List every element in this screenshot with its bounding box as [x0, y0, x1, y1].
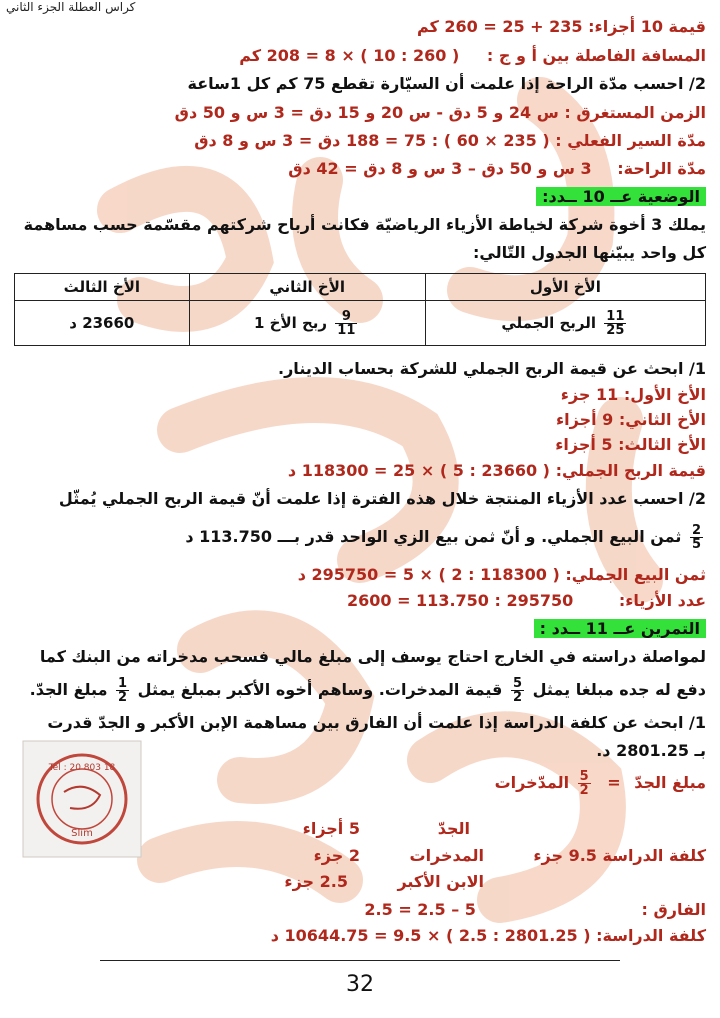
profit-table-row: [15, 301, 706, 346]
profit-table: [14, 273, 706, 346]
question-study-cost-2: بـ 2801.25 د.: [596, 741, 706, 760]
time-taken-label: الزمن المستغرق :: [564, 103, 706, 122]
answer-label: عدد الأزياء:: [618, 591, 706, 610]
line-ten-parts: قيمة 10 أجزاء: 235 + 25 = 260 كم: [416, 17, 706, 36]
rest-duration-label: مدّة الراحة:: [617, 159, 706, 178]
answer-label: الأخ الثالث:: [618, 435, 706, 454]
answer-brother-1: [14, 384, 706, 406]
header-brother-2: الأخ الثاني: [189, 274, 425, 301]
answer-value: ( 23660 : 5 ) × 25 = 118300 د: [287, 461, 550, 480]
header-brother-1: الأخ الأول: [425, 274, 705, 301]
cell-text: ربح الأخ 1: [253, 313, 328, 332]
part-elder-son-value: 2.5 جزء: [284, 872, 348, 891]
answer-selling-price: [14, 564, 706, 586]
svg-text:Slim: Slim: [71, 828, 93, 839]
question-total-profit: 1/ ابحث عن قيمة الربح الجملي للشركة بحساب الدينار.: [278, 359, 706, 378]
section-10-title: الوضعية عــ 10 ــدد:: [536, 187, 706, 206]
svg-text:Tel : 20 803 18: Tel : 20 803 18: [48, 763, 116, 773]
answer-value: 295750 : 113.750 = 2600: [346, 591, 574, 610]
answer-value: ( 118300 : 2 ) × 5 = 295750 د: [297, 565, 560, 584]
cell-text: الربح الجملي: [501, 313, 597, 332]
line-distance: [14, 45, 706, 67]
question-rest-duration: 2/ احسب مدّة الراحة إذا علمت أن السيّارة تقطع 75 كم كل 1ساعة: [187, 74, 706, 93]
question-text: ثمن البيع الجملي. و أنّ ثمن بيع الزي الواحد قدر بـــ 113.750 د: [185, 527, 682, 546]
part-grandfather-value: 5 أجزاء: [302, 819, 360, 838]
answer-label: الأخ الثاني:: [618, 410, 706, 429]
cell-brother-2: [189, 301, 425, 346]
fraction: $\frac{1}{2}$: [118, 676, 128, 705]
line-rest-duration: [14, 158, 706, 180]
part-grandfather: الجدّ: [437, 819, 470, 838]
fraction: $\frac{9}{11}$: [337, 308, 356, 338]
question-outfits-count: 2/ احسب عدد الأزياء المنتجة خلال هذه الفترة إذا علمت أنّ قيمة الربح الجملي يُمثّل: [58, 489, 706, 508]
part-savings-value: 2 جزء: [313, 846, 360, 865]
cell-brother-3: 23660 د: [15, 301, 190, 346]
section-11-text-2: دفع له جده مبلغا يمثل $\frac{5}{2}$ قيمة المدخرات. وساهم أخوه الأكبر بمبلغ يمثل $\frac{1}{2}$ مبلغ الجدّ.: [29, 676, 706, 705]
question-study-cost: 1/ ابحث عن كلفة الدراسة إذا علمت أن الفارق بين مساهمة الإبن الأكبر و الجدّ قدرت: [47, 713, 706, 732]
answer-total-profit: [14, 460, 706, 482]
travel-time-value: ( 235 × 60 ) : 75 = 188 دق = 3 س و 8 دق: [194, 131, 550, 150]
section-11-title: التمرين عــ 11 ــدد :: [534, 619, 706, 638]
answer-value: 5 أجزاء: [555, 435, 613, 454]
distance-value: ( 260 : 10 ) × 8 = 208 كم: [239, 46, 460, 65]
formula-grandfather: مبلغ الجدّ = $\frac{5}{2}$ المدّخرات: [494, 769, 706, 798]
line-time-taken: [14, 102, 706, 124]
cell-brother-1: [425, 301, 705, 346]
page-header: كراس العطلة الجزء الثاني: [6, 0, 136, 14]
answer-label: الأخ الأول:: [623, 385, 706, 404]
profit-table-header-row: [15, 274, 706, 301]
section-10-heading: [14, 186, 706, 208]
answer-brother-3: [14, 434, 706, 456]
answer-value: 11 جزء: [560, 385, 619, 404]
study-cost-value: ( 2801.25 : 2.5 ) × 9.5 = 10644.75 د: [270, 926, 591, 945]
section-11-heading: [14, 618, 706, 640]
answer-outfits-count: [14, 590, 706, 612]
line-study-cost: [14, 925, 706, 947]
line-difference: [14, 899, 706, 921]
part-savings: المدخرات: [409, 846, 484, 865]
fraction: $\frac{11}{25}$: [606, 308, 625, 338]
section-10-text-1: يملك 3 أخوة شركة لخياطة الأزياء الرياضيّة فكانت أرباح شركتهم مقسّمة حسب مساهمة: [23, 215, 706, 234]
page-number: 32: [346, 972, 374, 997]
answer-value: 9 أجزاء: [555, 410, 614, 429]
study-cost-parts: كلفة الدراسة 9.5 جزء: [533, 846, 706, 865]
header-brother-3: الأخ الثالث: [15, 274, 190, 301]
fraction: $\frac{5}{2}$: [579, 769, 589, 798]
answer-label: ثمن البيع الجملي:: [565, 565, 706, 584]
distance-label: المسافة الفاصلة بين أ و ج :: [486, 46, 706, 65]
section-10-text-2: كل واحد يبيّنها الجدول التّالي:: [473, 243, 706, 262]
study-cost-label: كلفة الدراسة:: [596, 926, 706, 945]
answer-brother-2: [14, 409, 706, 431]
rest-duration-value: 3 س و 50 دق – 3 س و 8 دق = 42 دق: [288, 159, 592, 178]
fraction: $\frac{2}{5}$: [691, 523, 701, 552]
fraction: $\frac{5}{2}$: [512, 676, 523, 705]
line-travel-time: [14, 130, 706, 152]
time-taken-value: س 24 و 5 دق - س 20 و 15 دق = 3 س و 50 دق: [174, 103, 559, 122]
answer-label: قيمة الربح الجملي:: [555, 461, 706, 480]
difference-label: الفارق :: [641, 900, 706, 919]
question-outfits-count-2: [14, 520, 706, 554]
section-11-text-1: لمواصلة دراسته في الخارج احتاج يوسف إلى مبلغ مالي فسحب مدخراته من البنك كما: [39, 647, 706, 666]
part-elder-son: الابن الأكبر: [397, 872, 484, 891]
travel-time-label: مدّة السير الفعلي :: [555, 131, 706, 150]
difference-value: 5 – 2.5 = 2.5: [364, 900, 476, 919]
